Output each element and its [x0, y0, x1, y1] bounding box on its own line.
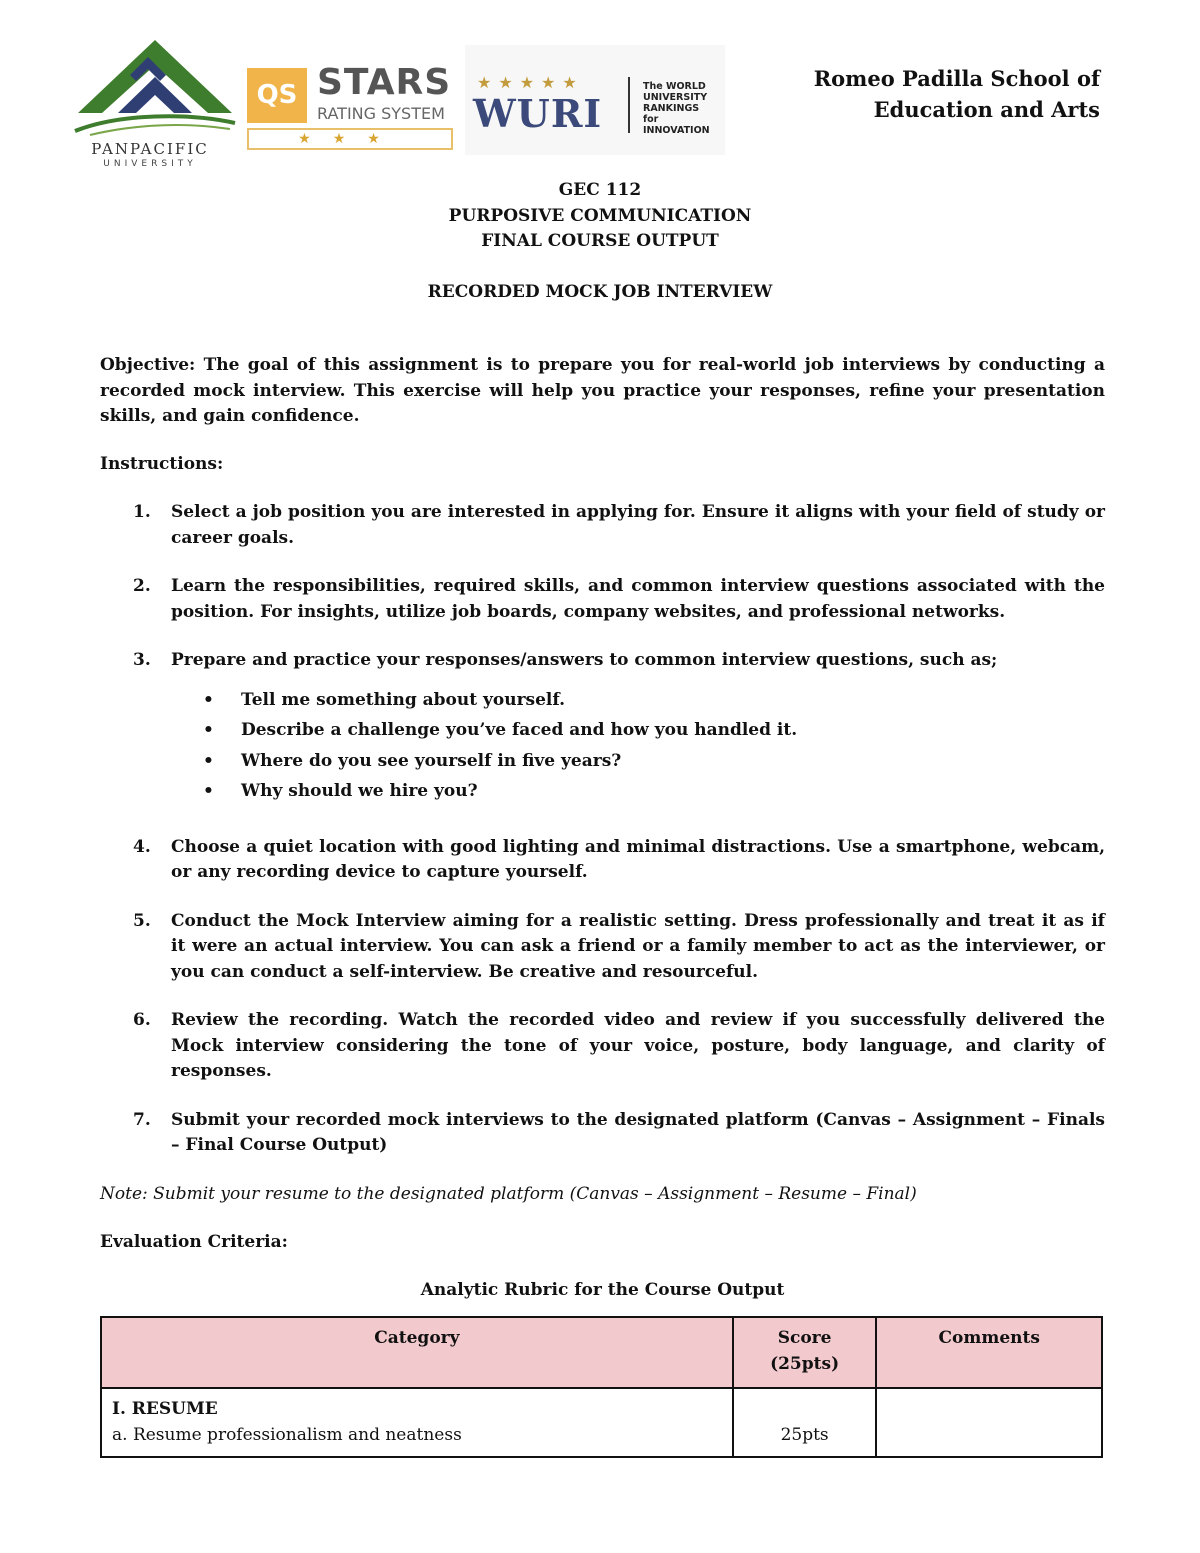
step-number: 4.: [133, 836, 151, 857]
qs-badge: QS: [247, 68, 307, 123]
step-number: 1.: [133, 502, 151, 522]
wuri-stars-icon: ★★★★★: [477, 73, 584, 92]
objective-paragraph: Objective: The goal of this assignment is to prepare you for real-world job interviews by conducting a recorded mock interview. This exercise will help you practice your responses, refine your presentation skills, and gain confidence.: [100, 355, 1105, 426]
step-text: Prepare and practice your responses/answers to common interview questions, such as;: [171, 650, 998, 670]
bullet-icon: •: [203, 781, 214, 801]
score-header: Score (25pts): [733, 1317, 877, 1388]
question-item: [100, 749, 1105, 775]
question-item: [100, 779, 1105, 805]
qs-star-bar: ★★★: [247, 128, 453, 150]
panpacific-subtitle: UNIVERSITY: [103, 159, 197, 169]
step-number: 7.: [133, 1109, 151, 1130]
question-text: Why should we hire you?: [241, 781, 478, 801]
rubric-section: I. RESUME: [112, 1399, 218, 1419]
comments-cell: [876, 1388, 1102, 1457]
school-name-line1: Romeo Padilla School of: [813, 66, 1100, 91]
question-item: [100, 688, 1105, 714]
panpacific-mountain-icon: [70, 35, 240, 145]
instruction-step: [100, 648, 1105, 805]
header-logos: [70, 30, 730, 170]
rubric-item: a. Resume professionalism and neatness: [112, 1424, 462, 1445]
school-name: [814, 63, 1100, 125]
bullet-icon: •: [203, 689, 214, 710]
rubric-header-row: [101, 1317, 1102, 1388]
rubric-table: [100, 1316, 1103, 1458]
document-body: [100, 353, 1105, 1303]
wuri-logo: [465, 45, 725, 155]
instruction-step: [100, 909, 1105, 986]
panpacific-name: PANPACIFIC: [91, 140, 209, 158]
instruction-steps: [100, 500, 1105, 1159]
wuri-tagline-line: The WORLD: [643, 81, 706, 92]
step-text: Choose a quiet location with good lighting and minimal distractions. Use a smartphone, webcam, or any recording device to capture yourself.: [171, 836, 1105, 882]
comments-header: Comments: [876, 1317, 1102, 1388]
resume-note: Note: Submit your resume to the designated platform (Canvas – Assignment – Resume – Final): [100, 1183, 917, 1204]
step-number: 5.: [133, 910, 151, 931]
instruction-step: [100, 574, 1105, 625]
wuri-divider: [628, 77, 630, 133]
question-text: Where do you see yourself in five years?: [241, 750, 622, 771]
step-text: Learn the responsibilities, required skills, and common interview questions associated with the position. For insights, utilize job boards, company websites, and professional networks.: [171, 576, 1105, 622]
qs-stars-word: STARS: [317, 62, 452, 103]
step-text: Select a job position you are interested in applying for. Ensure it aligns with your field of study or career goals.: [171, 502, 1105, 548]
question-text: Describe a challenge you’ve faced and how you handled it.: [241, 720, 798, 740]
wuri-tagline-line: RANKINGS: [643, 103, 700, 114]
instruction-step: [100, 500, 1105, 551]
rubric-title: Analytic Rubric for the Course Output: [420, 1279, 785, 1300]
category-header: Category: [101, 1317, 733, 1388]
title-block: [0, 178, 1200, 305]
output-title: FINAL COURSE OUTPUT: [481, 231, 719, 251]
wuri-tagline-line: UNIVERSITY: [643, 92, 708, 103]
panpacific-logo: [70, 35, 240, 169]
evaluation-heading: Evaluation Criteria:: [100, 1232, 288, 1252]
interview-questions: [100, 688, 1105, 805]
activity-title: RECORDED MOCK JOB INTERVIEW: [427, 281, 773, 302]
bullet-icon: •: [203, 720, 214, 740]
qs-stars-logo: [245, 60, 455, 155]
school-name-line2: Education and Arts: [873, 97, 1100, 122]
step-text: Review the recording. Watch the recorded video and review if you successfully delivered the Mock interview considering the tone of your voice, posture, body language, and clarity of responses.: [171, 1010, 1105, 1081]
category-cell: [101, 1388, 733, 1457]
instruction-step: [100, 1108, 1105, 1159]
step-number: 2.: [133, 576, 151, 596]
wuri-tagline-line: for INNOVATION: [643, 114, 710, 136]
step-text: Conduct the Mock Interview aiming for a realistic setting. Dress professionally and treat it as if it were an actual interview. You can ask a friend or a family member to act as the interviewer, or you can conduct a self-interview. Be creative and resourceful.: [171, 910, 1105, 982]
question-text: Tell me something about yourself.: [241, 689, 565, 710]
step-number: 3.: [133, 650, 151, 670]
table-row: [101, 1388, 1102, 1457]
wuri-tagline: [643, 81, 723, 136]
wuri-word: WURI: [473, 91, 603, 136]
step-text: Submit your recorded mock interviews to the designated platform (Canvas – Assignment – Finals – Final Course Output): [171, 1109, 1105, 1155]
qs-rating-system: RATING SYSTEM: [317, 104, 445, 123]
course-name: PURPOSIVE COMMUNICATION: [448, 205, 752, 226]
course-code: GEC 112: [558, 180, 642, 200]
instructions-heading: Instructions:: [100, 453, 224, 474]
score-cell: 25pts: [733, 1388, 877, 1457]
instruction-step: [100, 1008, 1105, 1085]
bullet-icon: •: [203, 750, 214, 771]
step-number: 6.: [133, 1010, 151, 1030]
question-item: [100, 718, 1105, 744]
instruction-step: [100, 835, 1105, 886]
